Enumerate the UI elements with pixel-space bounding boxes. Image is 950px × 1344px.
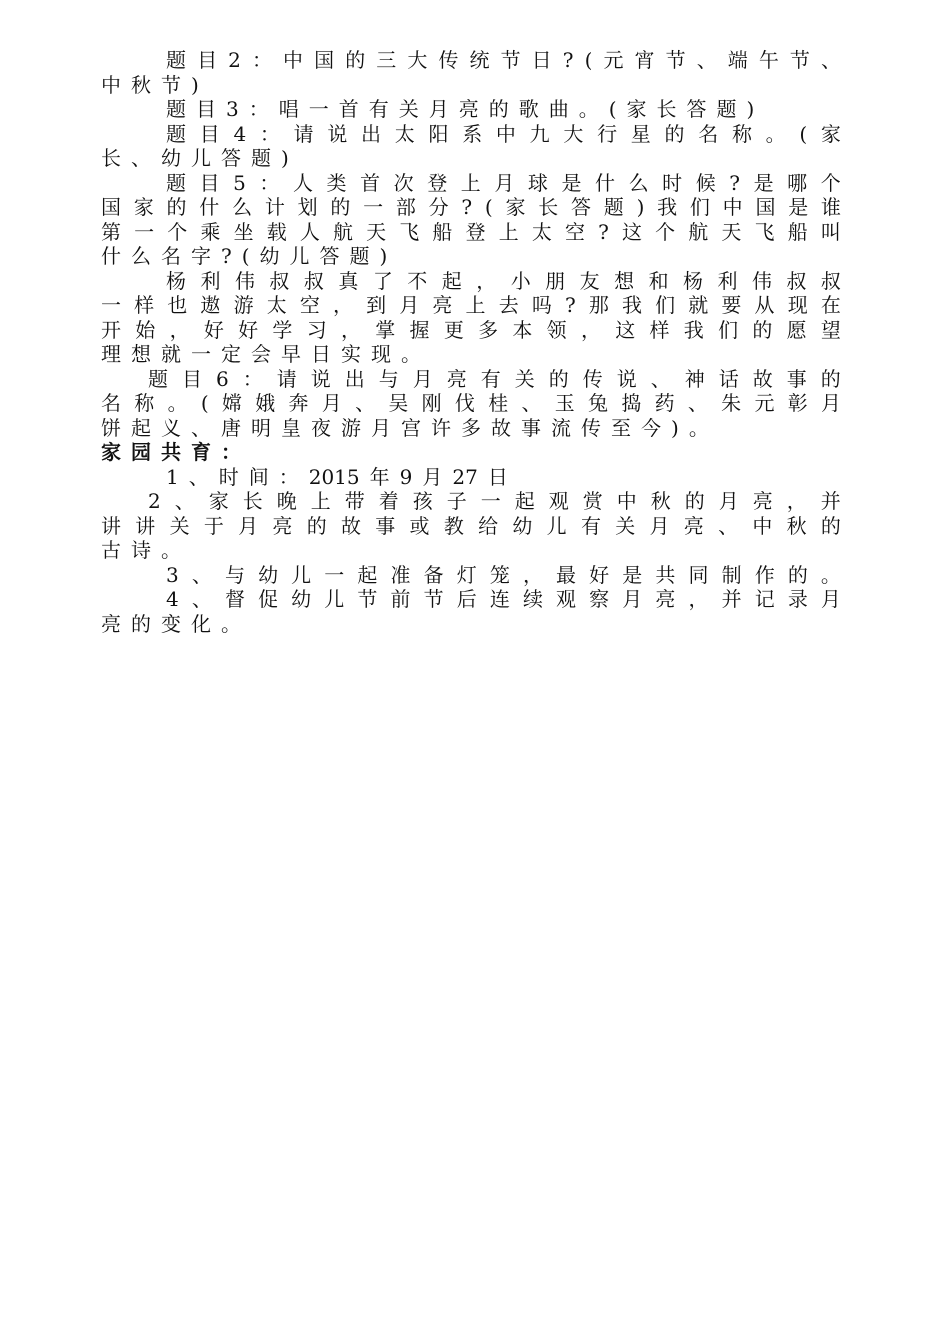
text-line: 4 、 督 促 幼 儿 节 前 节 后 连 续 观 察 月 亮 ， 并 记 录 月 [166, 587, 841, 611]
text-line: 题 目 6 ： 请 说 出 与 月 亮 有 关 的 传 说 、 神 话 故 事 的 [148, 366, 841, 391]
document-page [101, 48, 841, 636]
section-heading: 家 园 共 育 ： [101, 440, 241, 464]
text-line: 长 、 幼 儿 答 题 ) [101, 146, 289, 170]
text-line: 题 目 2 ： 中 国 的 三 大 传 统 节 日 ? ( 元 宵 节 、 端 午 节 、 [166, 48, 841, 72]
text-line: 2 、 家 长 晚 上 带 着 孩 子 一 起 观 赏 中 秋 的 月 亮 ， 并 [148, 489, 841, 513]
text-line: 名 称 。 ( 嫦 娥 奔 月 、 吴 刚 伐 桂 、 玉 兔 捣 药 、 朱 元 彰 月 [101, 391, 841, 415]
text-line: 什 么 名 字 ? ( 幼 儿 答 题 ) [101, 244, 388, 268]
text-line: 一 样 也 遨 游 太 空 ， 到 月 亮 上 去 吗 ? 那 我 们 就 要 从 现 在 [101, 293, 841, 317]
text-line: 1 、 时 间 ： 2015 年 9 月 27 日 [166, 464, 508, 489]
text-line: 古 诗 。 [101, 538, 181, 562]
text-line: 第 一 个 乘 坐 载 人 航 天 飞 船 登 上 太 空 ? 这 个 航 天 飞 船 叫 [101, 219, 841, 244]
text-line: 题 目 5 ： 人 类 首 次 登 上 月 球 是 什 么 时 候 ? 是 哪 个 [166, 170, 841, 195]
text-line: 杨 利 伟 叔 叔 真 了 不 起 ， 小 朋 友 想 和 杨 利 伟 叔 叔 [166, 268, 841, 293]
text-line: 开 始 ， 好 好 学 习 ， 掌 握 更 多 本 领 ， 这 样 我 们 的 愿 望 [101, 317, 841, 342]
text-line: 国 家 的 什 么 计 划 的 一 部 分 ? ( 家 长 答 题 ) 我 们 中 国 是 谁 [101, 195, 841, 219]
text-line: 理 想 就 一 定 会 早 日 实 现 。 [101, 342, 421, 366]
text-line: 中 秋 节 ) [101, 72, 199, 97]
text-line: 3 、 与 幼 儿 一 起 准 备 灯 笼 ， 最 好 是 共 同 制 作 的 。 [166, 562, 841, 587]
text-line: 亮 的 变 化 。 [101, 611, 241, 636]
text-line: 题 目 4 ： 请 说 出 太 阳 系 中 九 大 行 星 的 名 称 。 ( 家 [166, 121, 841, 146]
text-line: 讲 讲 关 于 月 亮 的 故 事 或 教 给 幼 儿 有 关 月 亮 、 中 秋 的 [101, 513, 841, 538]
text-line: 题 目 3 ： 唱 一 首 有 关 月 亮 的 歌 曲 。 ( 家 长 答 题 ) [166, 97, 755, 121]
text-line: 饼 起 义 、 唐 明 皇 夜 游 月 宫 许 多 故 事 流 传 至 今 ) 。 [101, 415, 709, 440]
